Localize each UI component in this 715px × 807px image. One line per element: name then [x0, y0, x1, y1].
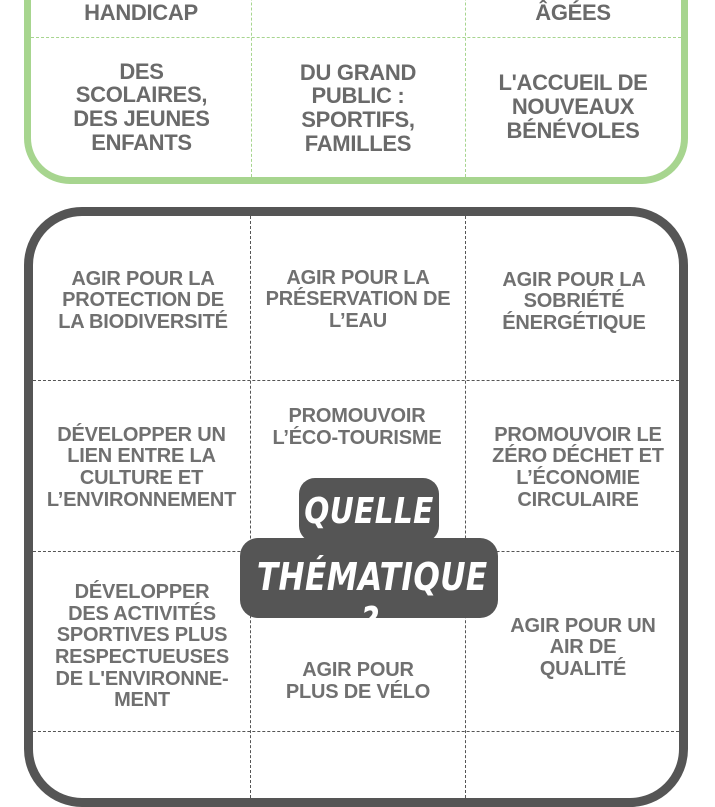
theme-cell-label: AGIR POUR LA SOBRIÉTÉ ÉNERGÉTIQUE	[502, 268, 646, 334]
audience-cell-label: HANDICAP	[84, 0, 198, 26]
theme-cell-velo[interactable]	[273, 640, 443, 724]
audience-panel	[24, 0, 688, 184]
audience-row-divider	[31, 37, 681, 38]
theme-cell-culture[interactable]	[33, 386, 250, 550]
theme-cell-air[interactable]	[503, 588, 663, 708]
theme-cell-eau[interactable]	[259, 226, 457, 374]
audience-cell-grand-public[interactable]	[263, 47, 453, 169]
theme-cell-label: DÉVELOPPER UN LIEN ENTRE LA CULTURE ET L’ENVIRONNEMENT	[46, 423, 237, 511]
badge-title-line1: QUELLE	[304, 491, 434, 532]
theme-cell-label: PROMOUVOIR LE ZÉRO DÉCHET ET L’ÉCONOMIE CIRCULAIRE	[492, 423, 664, 511]
theme-row-divider	[33, 731, 679, 732]
badge-title-line2: THÉMATIQUE ?	[256, 555, 488, 643]
theme-cell-label: DÉVELOPPER DES ACTIVITÉS SPORTIVES PLUS RESPECTUEUSES DE L'ENVIRONNE-MENT	[54, 581, 230, 712]
theme-cell-label: AGIR POUR PLUS DE VÉLO	[285, 659, 431, 703]
audience-cell-label: DES SCOLAIRES, DES JEUNES ENFANTS	[73, 58, 210, 155]
audience-cell-agees[interactable]	[465, 0, 681, 25]
theme-column-divider	[465, 216, 466, 798]
theme-cell-label: AGIR POUR LA PROTECTION DE LA BIODIVERSITÉ	[58, 267, 228, 333]
audience-cell-benevoles[interactable]	[483, 47, 663, 167]
theme-cell-sport[interactable]	[47, 566, 237, 728]
theme-row-divider	[33, 380, 679, 381]
audience-cell-empty[interactable]	[251, 0, 465, 25]
theme-cell-label: AGIR POUR UN AIR DE QUALITÉ	[510, 614, 656, 680]
theme-cell-label: PROMOUVOIR L’ÉCO-TOURISME	[272, 405, 442, 449]
audience-cell-label: ÂGÉES	[535, 0, 611, 26]
theme-column-divider	[250, 216, 251, 798]
theme-cell-sobriete[interactable]	[481, 226, 667, 378]
theme-cell-label: AGIR POUR LA PRÉSERVATION DE L’EAU	[265, 266, 451, 332]
audience-grid	[31, 0, 681, 177]
theme-cell-biodiversite[interactable]	[45, 226, 241, 376]
theme-cell-eco-tourisme[interactable]	[255, 406, 459, 472]
audience-column-divider	[251, 0, 252, 177]
theme-cell-zero-dechet[interactable]	[475, 386, 681, 550]
audience-cell-scolaires[interactable]	[49, 47, 234, 167]
audience-cell-label: DU GRAND PUBLIC : SPORTIFS, FAMILLES	[299, 59, 417, 156]
audience-column-divider	[465, 0, 466, 177]
audience-cell-handicap[interactable]	[31, 0, 251, 25]
audience-cell-label: L'ACCUEIL DE NOUVEAUX BÉNÉVOLES	[498, 70, 648, 143]
